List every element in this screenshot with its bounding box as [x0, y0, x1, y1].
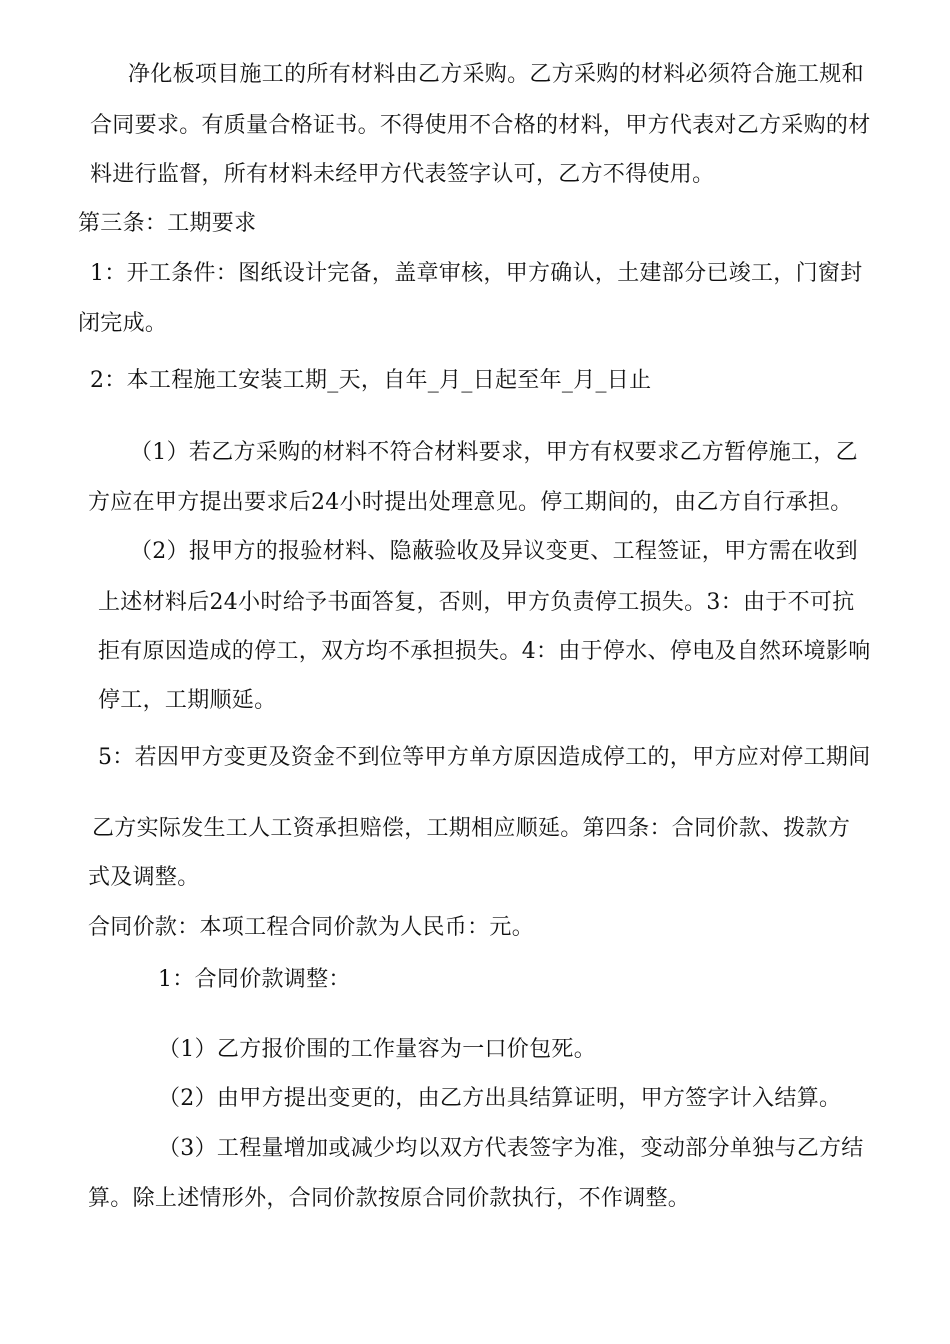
- text-line-13: 停工，工期顺延。: [98, 688, 277, 713]
- text-line-20: （2）由甲方提出变更的，由乙方出具结算证明，甲方签字计入结算。: [158, 1086, 842, 1111]
- text-line-2: 合同要求。有质量合格证书。不得使用不合格的材料，甲方代表对乙方采购的材: [90, 113, 871, 138]
- text-line-17: 合同价款：本项工程合同价款为人民币：元。: [88, 915, 535, 940]
- text-line-21: （3）工程量增加或减少均以双方代表签字为准，变动部分单独与乙方结: [158, 1136, 864, 1161]
- text-line-16: 式及调整。: [88, 865, 200, 890]
- text-line-19: （1）乙方报价围的工作量容为一口价包死。: [158, 1037, 596, 1062]
- text-line-22: 算。除上述情形外，合同价款按原合同价款执行，不作调整。: [88, 1186, 691, 1211]
- text-line-7: 2：本工程施工安装工期_天，自年_月_日起至年_月_日止: [90, 368, 652, 393]
- text-line-8: （1）若乙方采购的材料不符合材料要求，甲方有权要求乙方暂停施工，乙: [130, 440, 858, 465]
- text-line-3: 料进行监督，所有材料未经甲方代表签字认可，乙方不得使用。: [90, 162, 715, 187]
- text-line-6: 闭完成。: [78, 311, 168, 336]
- text-line-9: 方应在甲方提出要求后24小时提出处理意见。停工期间的，由乙方自行承担。: [88, 490, 853, 515]
- text-line-5: 1：开工条件：图纸设计完备，盖章审核，甲方确认，土建部分已竣工，门窗封: [90, 261, 863, 286]
- text-line-15: 乙方实际发生工人工资承担赔偿，工期相应顺延。第四条：合同价款、拨款方: [92, 816, 851, 841]
- section-heading: 第三条：工期要求: [78, 211, 257, 236]
- text-line-14: 5：若因甲方变更及资金不到位等甲方单方原因造成停工的，甲方应对停工期间: [98, 745, 871, 770]
- text-line-11: 上述材料后24小时给予书面答复，否则，甲方负责停工损失。3：由于不可抗: [98, 590, 855, 615]
- text-line-10: （2）报甲方的报验材料、隐蔽验收及异议变更、工程签证，甲方需在收到: [130, 539, 858, 564]
- text-line-1: 净化板项目施工的所有材料由乙方采购。乙方采购的材料必须符合施工规和: [128, 62, 864, 87]
- text-line-18: 1：合同价款调整：: [158, 967, 351, 992]
- text-line-12: 拒有原因造成的停工，双方均不承担损失。4：由于停水、停电及自然环境影响: [98, 639, 871, 664]
